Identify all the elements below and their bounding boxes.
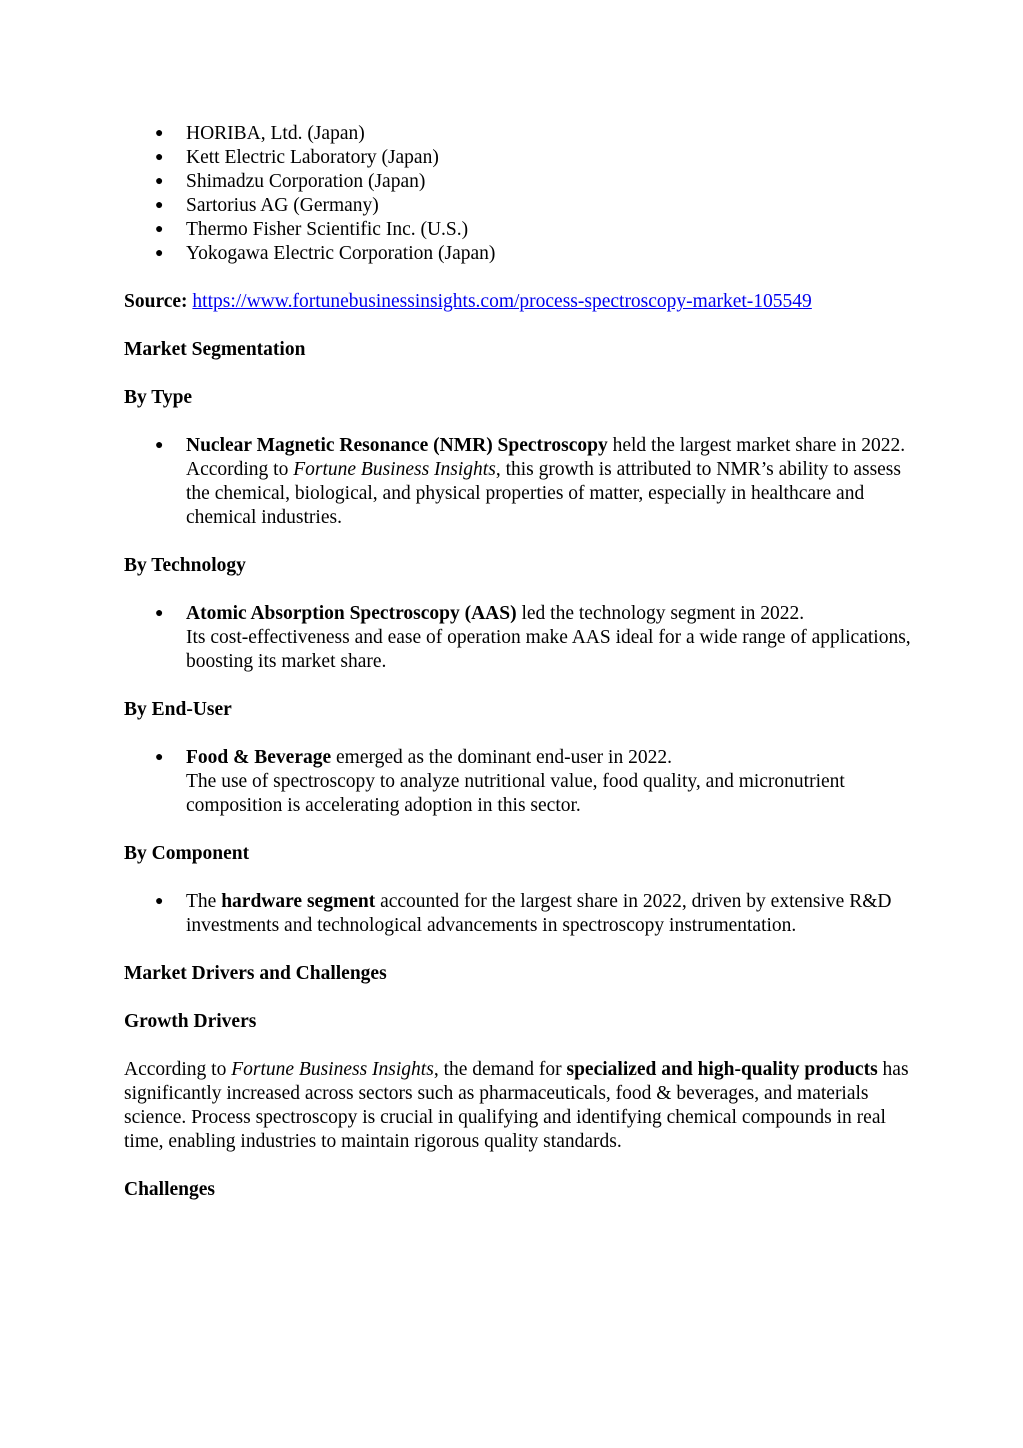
bullet-icon: ● xyxy=(155,750,164,765)
subheading-challenges: Challenges xyxy=(124,1179,216,1200)
company-name: HORIBA, Ltd. (Japan) xyxy=(186,123,365,144)
growth-paragraph xyxy=(124,1058,914,1154)
list-item xyxy=(124,218,914,242)
document-page xyxy=(124,122,914,1202)
bold-text: Food & Beverage xyxy=(186,747,332,768)
source-line xyxy=(124,290,914,314)
company-name: Yokogawa Electric Corporation (Japan) xyxy=(186,243,496,264)
subheading-by-type: By Type xyxy=(124,387,193,408)
section-heading: Market Segmentation xyxy=(124,339,306,360)
text: According to xyxy=(186,459,294,480)
company-list xyxy=(124,122,914,266)
bullet-icon: ● xyxy=(155,246,164,261)
text: Its cost-effectiveness and ease of operation make AAS ideal for a wide range of applications, boosting its market share. xyxy=(186,627,911,672)
text: held the largest market share in 2022. xyxy=(607,435,906,456)
company-name: Kett Electric Laboratory (Japan) xyxy=(186,147,439,168)
text: According to xyxy=(124,1059,232,1080)
text: accounted for the largest share in 2022, driven by extensive R&D investments and technological advancements in spectroscopy instrumentation. xyxy=(186,891,892,936)
subheading-by-component: By Component xyxy=(124,843,250,864)
subheading-growth-drivers: Growth Drivers xyxy=(124,1011,257,1032)
company-name: Thermo Fisher Scientific Inc. (U.S.) xyxy=(186,219,469,240)
list-item xyxy=(124,170,914,194)
list-item xyxy=(124,242,914,266)
bullet-icon: ● xyxy=(155,438,164,453)
bullet-icon: ● xyxy=(155,126,164,141)
text: , the demand for xyxy=(433,1059,567,1080)
list-item xyxy=(124,194,914,218)
bold-text: Atomic Absorption Spectroscopy (AAS) xyxy=(186,603,517,624)
bullet-icon: ● xyxy=(155,894,164,909)
company-name: Sartorius AG (Germany) xyxy=(186,195,379,216)
subheading-by-technology: By Technology xyxy=(124,555,246,576)
source-label: Source: xyxy=(124,291,188,312)
bullet-icon: ● xyxy=(155,606,164,621)
component-bullet xyxy=(124,890,914,938)
italic-text: Fortune Business Insights xyxy=(293,459,496,480)
bold-text: Nuclear Magnetic Resonance (NMR) Spectroscopy xyxy=(186,435,608,456)
section-heading: Market Drivers and Challenges xyxy=(124,963,387,984)
list-item xyxy=(124,146,914,170)
bullet-icon: ● xyxy=(155,222,164,237)
text: led the technology segment in 2022. xyxy=(516,603,805,624)
text: emerged as the dominant end-user in 2022. xyxy=(331,747,672,768)
type-bullet xyxy=(124,434,914,530)
company-name: Shimadzu Corporation (Japan) xyxy=(186,171,426,192)
text: The xyxy=(186,891,222,912)
bullet-icon: ● xyxy=(155,174,164,189)
italic-text: Fortune Business Insights xyxy=(231,1059,434,1080)
subheading-by-end-user: By End-User xyxy=(124,699,232,720)
bullet-icon: ● xyxy=(155,198,164,213)
bullet-icon: ● xyxy=(155,150,164,165)
bold-text: specialized and high-quality products xyxy=(566,1059,878,1080)
text: The use of spectroscopy to analyze nutritional value, food quality, and micronutrient composition is accelerating adoption in this sector. xyxy=(186,771,845,816)
bold-text: hardware segment xyxy=(221,891,376,912)
source-link[interactable]: https://www.fortunebusinessinsights.com/process-spectroscopy-market-105549 xyxy=(192,291,812,312)
technology-bullet xyxy=(124,602,914,674)
end-user-bullet xyxy=(124,746,914,818)
text: has significantly increased across sectors such as pharmaceuticals, food & beverages, and materials science. Process spectroscopy is crucial in qualifying and identifying chemical compounds in real time, enabling industries to maintain rigorous quality standards. xyxy=(124,1059,909,1152)
list-item xyxy=(124,122,914,146)
text: , this growth is attributed to NMR’s ability to assess the chemical, biological, and physical properties of matter, especially in healthcare and chemical industries. xyxy=(186,459,901,528)
